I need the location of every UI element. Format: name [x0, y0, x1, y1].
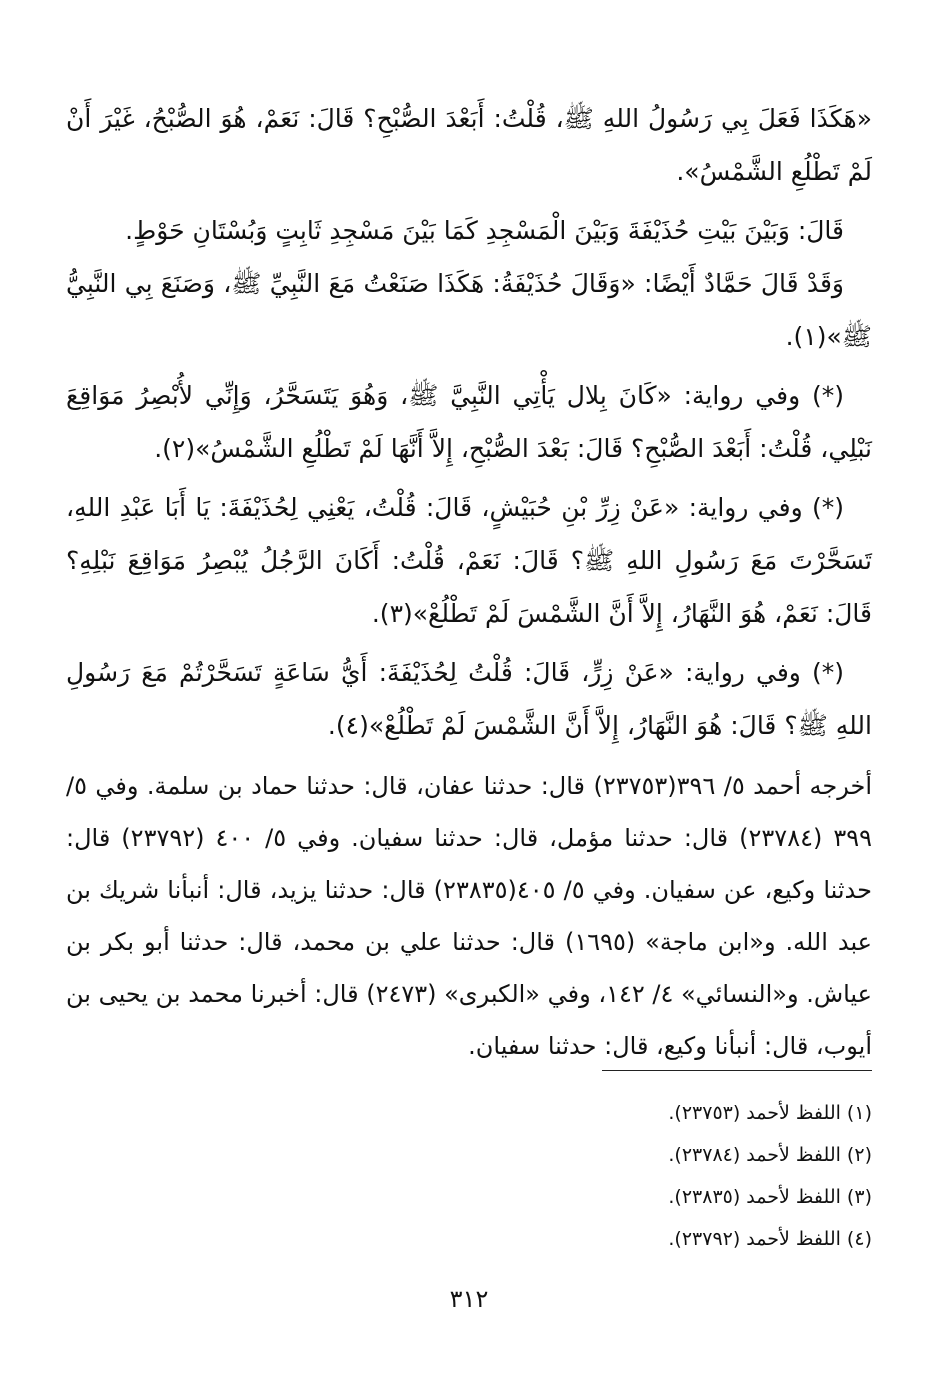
- footnote-divider: [602, 1070, 872, 1071]
- riwaya-paragraph-1: (*) وفي رواية: «كَانَ بِلال يَأْتِي النَّبِيَّ ﷺ، وَهُوَ يَتَسَحَّرُ، وَإِنِّي لأُبْصِرُ مَوَاقِعَ نَبْلِي، قُلْتُ: أَبَعْدَ الصُّبْحِ؟ قَالَ: بَعْدَ الصُّبْحِ، إِلاَّ أَنَّهَا لَمْ تَطْلُعِ الشَّمْسُ»(٢).: [66, 381, 872, 463]
- footnote-2: (٢) اللفظ لأحمد (٢٣٧٨٤).: [668, 1144, 872, 1166]
- hadith-paragraph-2: قَالَ: وَبَيْنَ بَيْتِ حُذَيْفَةَ وَبَيْنَ الْمَسْجِدِ كَمَا بَيْنَ مَسْجِدِ ثَابِتٍ وَبُسْتَانِ حَوْطٍ.: [125, 216, 844, 245]
- riwaya-paragraph-3: (*) وفي رواية: «عَنْ زِرٍّ، قَالَ: قُلْتُ لِحُذَيْفَةَ: أَيُّ سَاعَةٍ تَسَحَّرْتُمْ مَعَ رَسُولِ اللهِ ﷺ؟ قَالَ: هُوَ النَّهَارُ، إِلاَّ أَنَّ الشَّمْسَ لَمْ تَطْلُعْ»(٤).: [66, 658, 872, 740]
- main-text-block: [66, 92, 872, 1072]
- footnote-3: (٣) اللفظ لأحمد (٢٣٨٣٥).: [668, 1186, 872, 1208]
- hadith-paragraph-1: «هَكَذَا فَعَلَ بِي رَسُولُ اللهِ ﷺ، قُلْتُ: أَبَعْدَ الصُّبْحِ؟ قَالَ: نَعَمْ، هُوَ الصُّبْحُ، غَيْرَ أَنْ لَمْ تَطْلُعِ الشَّمْسُ».: [66, 104, 872, 186]
- takhrij-paragraph: أخرجه أحمد ٥/ ٣٩٦(٢٣٧٥٣) قال: حدثنا عفان، قال: حدثنا حماد بن سلمة. وفي ٥/ ٣٩٩ (٢٣٧٨٤) قال: حدثنا مؤمل، قال: حدثنا سفيان. وفي ٥/ ٤٠٠ (٢٣٧٩٢) قال: حدثنا وكيع، عن سفيان. وفي ٥/ ٤٠٥(٢٣٨٣٥) قال: حدثنا يزيد، قال: أنبأنا شريك بن عبد الله. و«ابن ماجة» (١٦٩٥) قال: حدثنا علي بن محمد، قال: حدثنا أبو بكر بن عياش. و«النسائي» ٤/ ١٤٢، وفي «الكبرى» (٢٤٧٣) قال: أخبرنا محمد بن يحيى بن أيوب، قال: أنبأنا وكيع، قال: حدثنا سفيان.: [66, 772, 873, 1060]
- footnotes-block: [66, 1092, 872, 1260]
- hadith-paragraph-3: وَقَدْ قَالَ حَمَّادٌ أَيْضًا: «وَقَالَ حُذَيْفَةُ: هَكَذَا صَنَعْتُ مَعَ النَّبِيِّ ﷺ، وَصَنَعَ بِي النَّبِيُّ ﷺ»(١).: [66, 269, 872, 351]
- page-number: ٣١٢: [449, 1285, 489, 1313]
- footnote-4: (٤) اللفظ لأحمد (٢٣٧٩٢).: [668, 1228, 872, 1250]
- footnote-1: (١) اللفظ لأحمد (٢٣٧٥٣).: [668, 1102, 872, 1124]
- riwaya-paragraph-2: (*) وفي رواية: «عَنْ زِرِّ بْنِ حُبَيْشٍ، قَالَ: قُلْتُ، يَعْنِي لِحُذَيْفَةَ: يَا أَبَا عَبْدِ اللهِ، تَسَحَّرْتَ مَعَ رَسُولِ اللهِ ﷺ؟ قَالَ: نَعَمْ، قُلْتُ: أَكَانَ الرَّجُلُ يُبْصِرُ مَوَاقِعَ نَبْلِهِ؟ قَالَ: نَعَمْ، هُوَ النَّهَارُ، إِلاَّ أَنَّ الشَّمْسَ لَمْ تَطْلُعْ»(٣).: [66, 493, 872, 628]
